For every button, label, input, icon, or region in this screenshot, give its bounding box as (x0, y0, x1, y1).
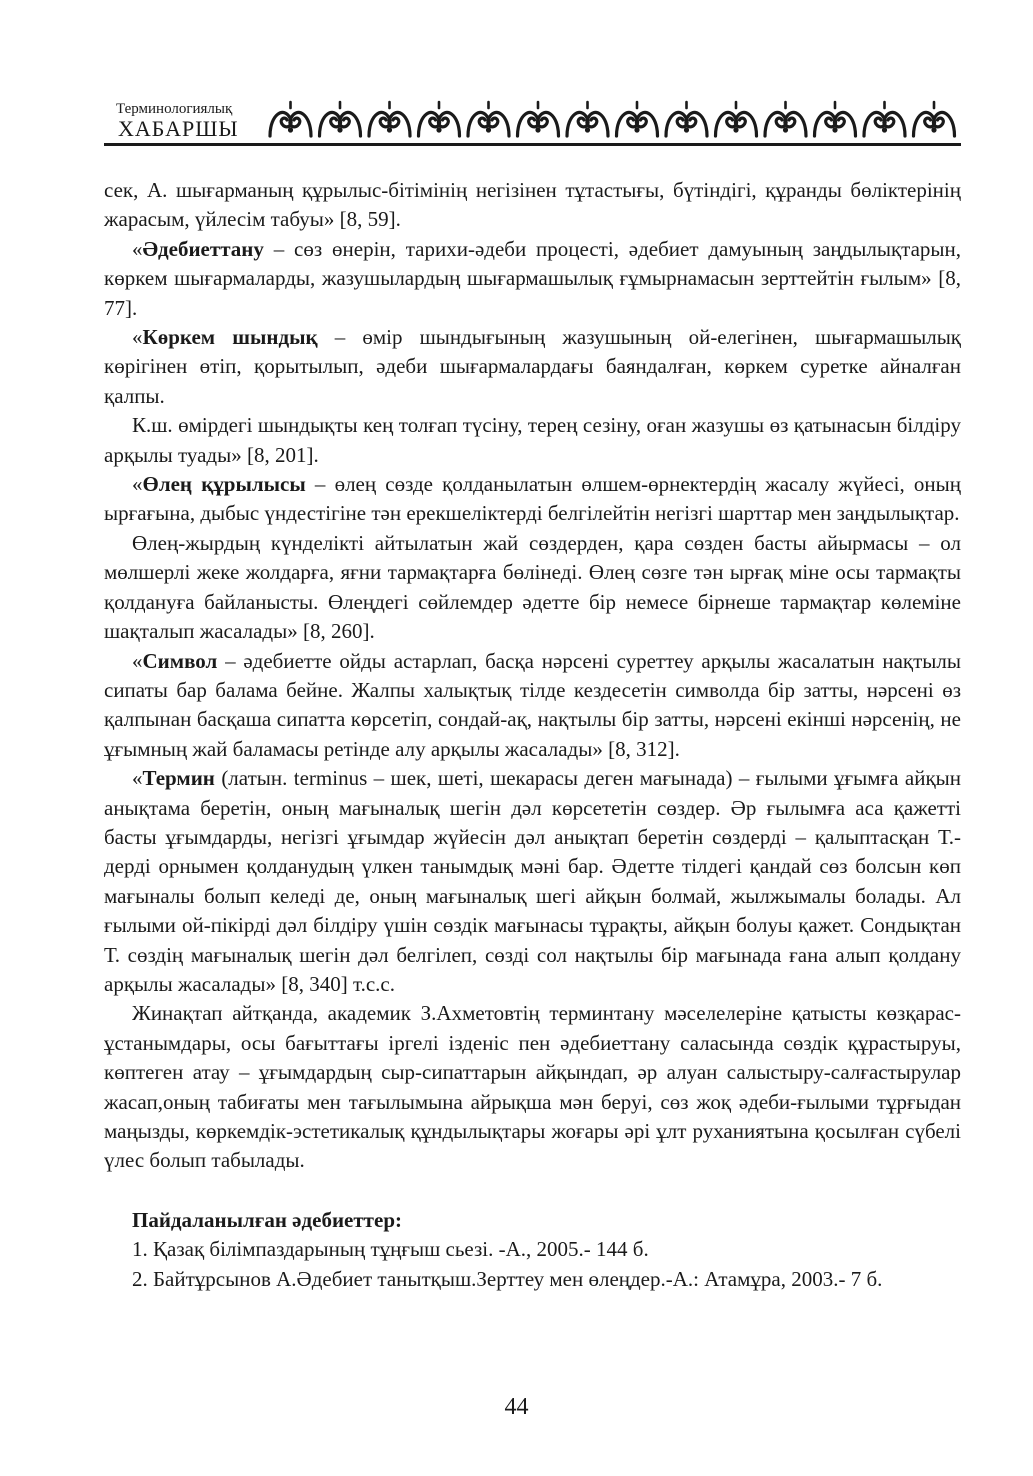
term: Өлең құрылысы (142, 472, 306, 497)
paragraph: Өлең-жырдың күнделікті айтылатын жай сөздерден, қара сөзден басты айырмасы – ол мөлшерлі жеке жолдарға, яғни тармақтарға бөлінеді. Өлең сөзге тән ырғақ міне осы тармақты қолдануға байланысты. Өлеңдегі сөйлемдер әдетте бір немесе бірнеше тармақтар көлеміне шақталып жасалады» [8, 260]. (104, 530, 961, 644)
kazakh-ornament-icon (266, 100, 961, 140)
paragraph: Жинақтап айтқанда, академик З.Ахметовтің терминтану мәселелеріне қатысты көзқарас-ұстанымдары, осы бағыттағы іргелі ізденіс пен әдебиеттану саласында сөздік құрастыруы, көптеген атау – ұғымдардың сыр-сипаттарын айқындап, әр алуан салыстыру-салғастырулар жасап,оның табиғаты мен тағылымына айрықша мән беруі, сөз жоқ әдеби-ғылыми тұрғыдан маңызды, көркемдік-эстетикалық құндылықтары жоғары әрі ұлт руханиятына қосылған сүбелі үлес болып табылады. (104, 1001, 961, 1173)
term: Әдебиеттану (142, 236, 264, 261)
article-body (104, 176, 961, 1294)
paragraph: «Әдебиеттану – сөз өнерін, тарихи-әдеби процесті, әдебиет дамуының заңдылықтарын, көркем шығармаларды, жазушылардың шығармашылық ғұмырнамасын зерттейтін ғылым» [8, 77]. (104, 236, 961, 320)
reference-item: 2. Байтұрсынов А.Әдебиет танытқыш.Зерттеу мен өлеңдер.-А.: Атамұра, 2003.- 7 б. (132, 1266, 883, 1291)
journal-title-main: ХАБАРШЫ (118, 116, 239, 141)
paragraph: «Символ – әдебиетте ойды астарлап, басқа нәрсені суреттеу арқылы жасалатын нақтылы сипаты бар балама бейне. Жалпы халықтық тілде кездесетін символда бір затты, нәрсені өз қалпынан басқаша сипатта көрсетіп, сондай-ақ, нақтылы бір затты, нәрсені екінші нәрсенің, не ұғымның жай баламасы ретінде алу арқылы жасалады» [8, 312]. (104, 648, 961, 761)
term: Символ (142, 648, 218, 673)
term: Термин (142, 766, 215, 791)
paragraph: К.ш. өмірдегі шындықты кең толғап түсіну, терең сезіну, оған жазушы өз қатынасын білдіру арқылы туады» [8, 201]. (104, 413, 961, 467)
paragraph: «Көркем шындық – өмір шындығының жазушының ой-елегінен, шығармашылық көрігінен өтіп, қорытылып, әдеби шығармалардағы баяндалған, көркем суретке айналған қалпы. (104, 325, 961, 408)
page-number: 44 (504, 1394, 529, 1420)
reference-item: 1. Қазақ білімпаздарының тұңғыш сьезі. -А., 2005.- 144 б. (132, 1237, 649, 1262)
header-divider (104, 143, 961, 146)
paragraph: сек, А. шығарманың құрылыс-бітімінің негізінен тұтастығы, бүтіндігі, құранды бөліктерінің жарасым, үйлесім табуы» [8, 59]. (104, 178, 961, 232)
journal-title-small: Терминологиялық (116, 101, 233, 117)
term: Көркем шындық (142, 325, 318, 350)
running-header (104, 100, 961, 148)
paragraph: «Термин (латын. terminus – шек, шеті, шекарасы деген мағынада) – ғылыми ұғымға айқын анықтама беретін, оның мағыналық шегін дәл көрсететін сөздер. Әр ғылымға аса қажетті басты ұғымдарды, негізгі ұғымдар жүйесін дәл анықтап беретін сөздерді – қалыптасқан Т.-дерді орнымен қолданудың үлкен танымдық мәні бар. Әдетте тілдегі қандай сөз болсын көп мағыналы болып келеді де, оның мағыналық шегі айқын болмай, жылжымалы болады. Ал ғылыми ой-пікірді дәл білдіру үшін сөздік мағынасы тұрақты, айқын болуы қажет. Сондықтан Т. сөздің мағыналық шегін дәл белгілеп, сөзді сол нақтылы бір мағынада ғана алып қолдану арқылы жасалады» [8, 340] т.с.с. (104, 766, 961, 996)
paragraph: «Өлең құрылысы – өлең сөзде қолданылатын өлшем-өрнектердің жасалу жүйесі, оның ырғағына, дыбыс үндестігіне тән ерекшеліктерді белгілейтін негізгі шарттар мен заңдылықтар. (104, 472, 961, 526)
references-title: Пайдаланылған әдебиеттер: (132, 1207, 402, 1232)
